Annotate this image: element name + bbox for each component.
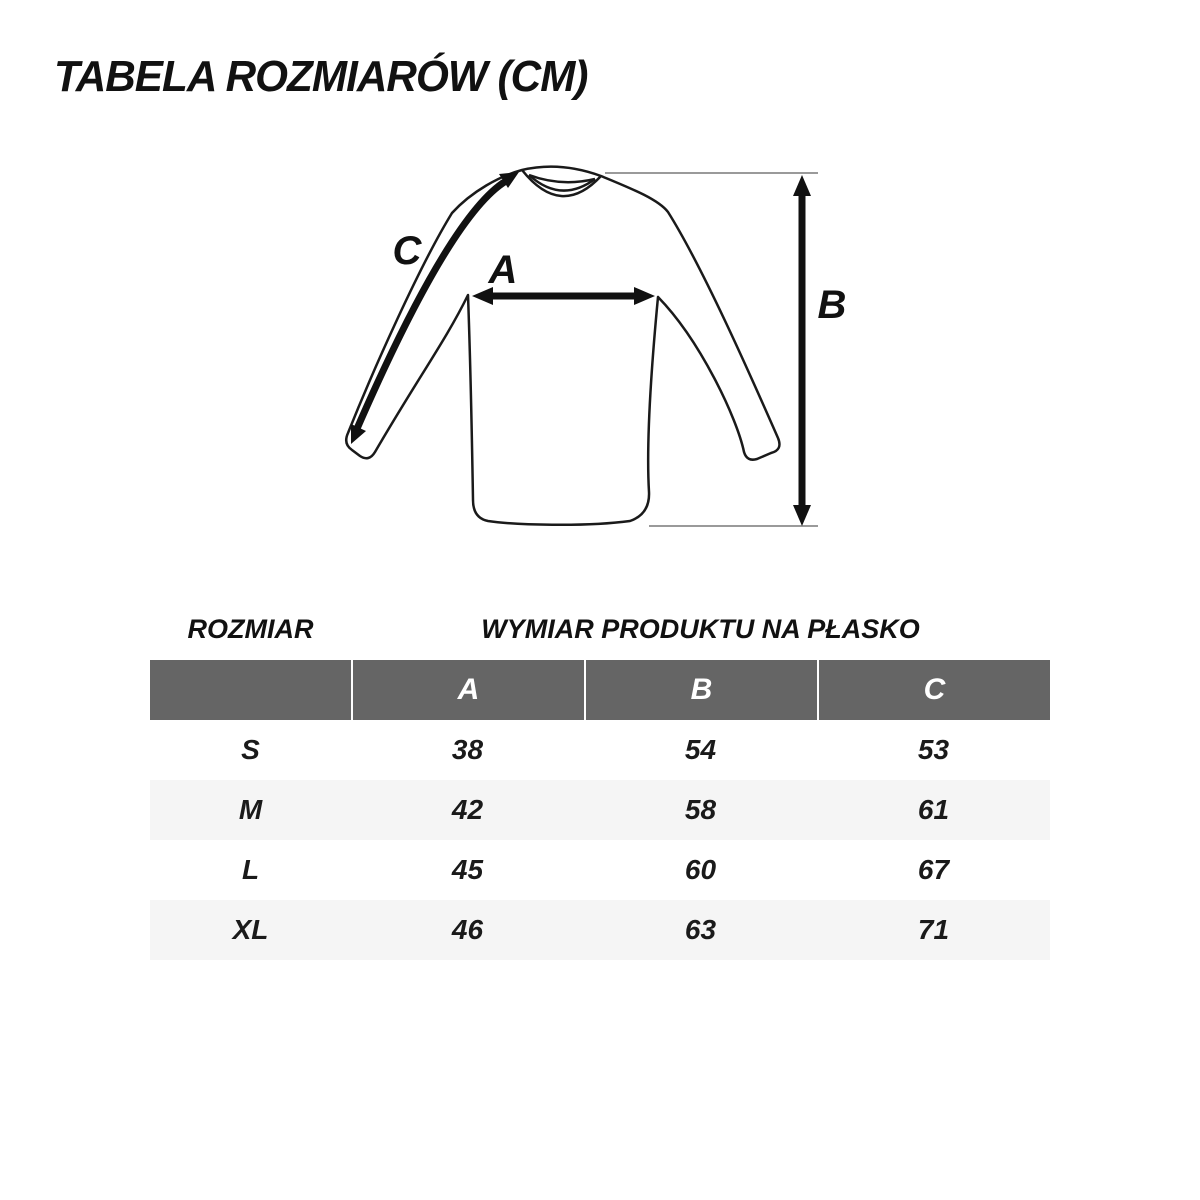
- size-cell: XL: [232, 914, 269, 945]
- label-a: A: [488, 248, 518, 292]
- size-cell: L: [241, 854, 260, 885]
- page-title: TABELA ROZMIARÓW (CM): [54, 52, 588, 101]
- collar-neck-top: [529, 175, 595, 182]
- size-group-header: ROZMIAR: [187, 613, 314, 644]
- measurement-arrow-c: [351, 172, 519, 444]
- measurements-group-header: WYMIAR PRODUKTU NA PŁASKO: [481, 613, 920, 644]
- shirt-diagram-svg: [0, 120, 1200, 590]
- table-row: [150, 840, 1050, 900]
- value-cell-a: 38: [451, 734, 484, 765]
- arrowhead-b-bottom: [793, 505, 811, 526]
- header-cell-a: A: [351, 660, 584, 720]
- table-row: [150, 900, 1050, 960]
- shirt-outline: [346, 167, 779, 525]
- value-cell-a: 42: [451, 794, 484, 825]
- measurement-arrow-b: [793, 175, 811, 526]
- size-cell: M: [238, 794, 263, 825]
- header-cell-empty: [150, 660, 351, 720]
- value-cell-a: 46: [451, 914, 484, 945]
- value-cell-b: 54: [684, 734, 717, 765]
- size-table: [150, 660, 1050, 960]
- arrowhead-a-right: [634, 287, 655, 305]
- value-cell-b: 63: [684, 914, 717, 945]
- table-row: [150, 720, 1050, 780]
- arrowhead-b-top: [793, 175, 811, 196]
- value-cell-c: 67: [917, 854, 950, 885]
- header-cell-c: C: [817, 660, 1050, 720]
- value-cell-b: 60: [684, 854, 717, 885]
- table-header-row: [150, 660, 1050, 720]
- header-cell-b: B: [584, 660, 817, 720]
- value-cell-b: 58: [684, 794, 717, 825]
- label-c: C: [392, 229, 422, 273]
- value-cell-c: 61: [917, 794, 950, 825]
- extension-lines: [605, 173, 818, 526]
- label-b: B: [817, 283, 847, 327]
- table-row: [150, 780, 1050, 840]
- shirt-measurement-diagram: [0, 120, 1200, 590]
- value-cell-c: 71: [917, 914, 950, 945]
- size-cell: S: [241, 734, 260, 765]
- value-cell-a: 45: [451, 854, 484, 885]
- value-cell-c: 53: [917, 734, 950, 765]
